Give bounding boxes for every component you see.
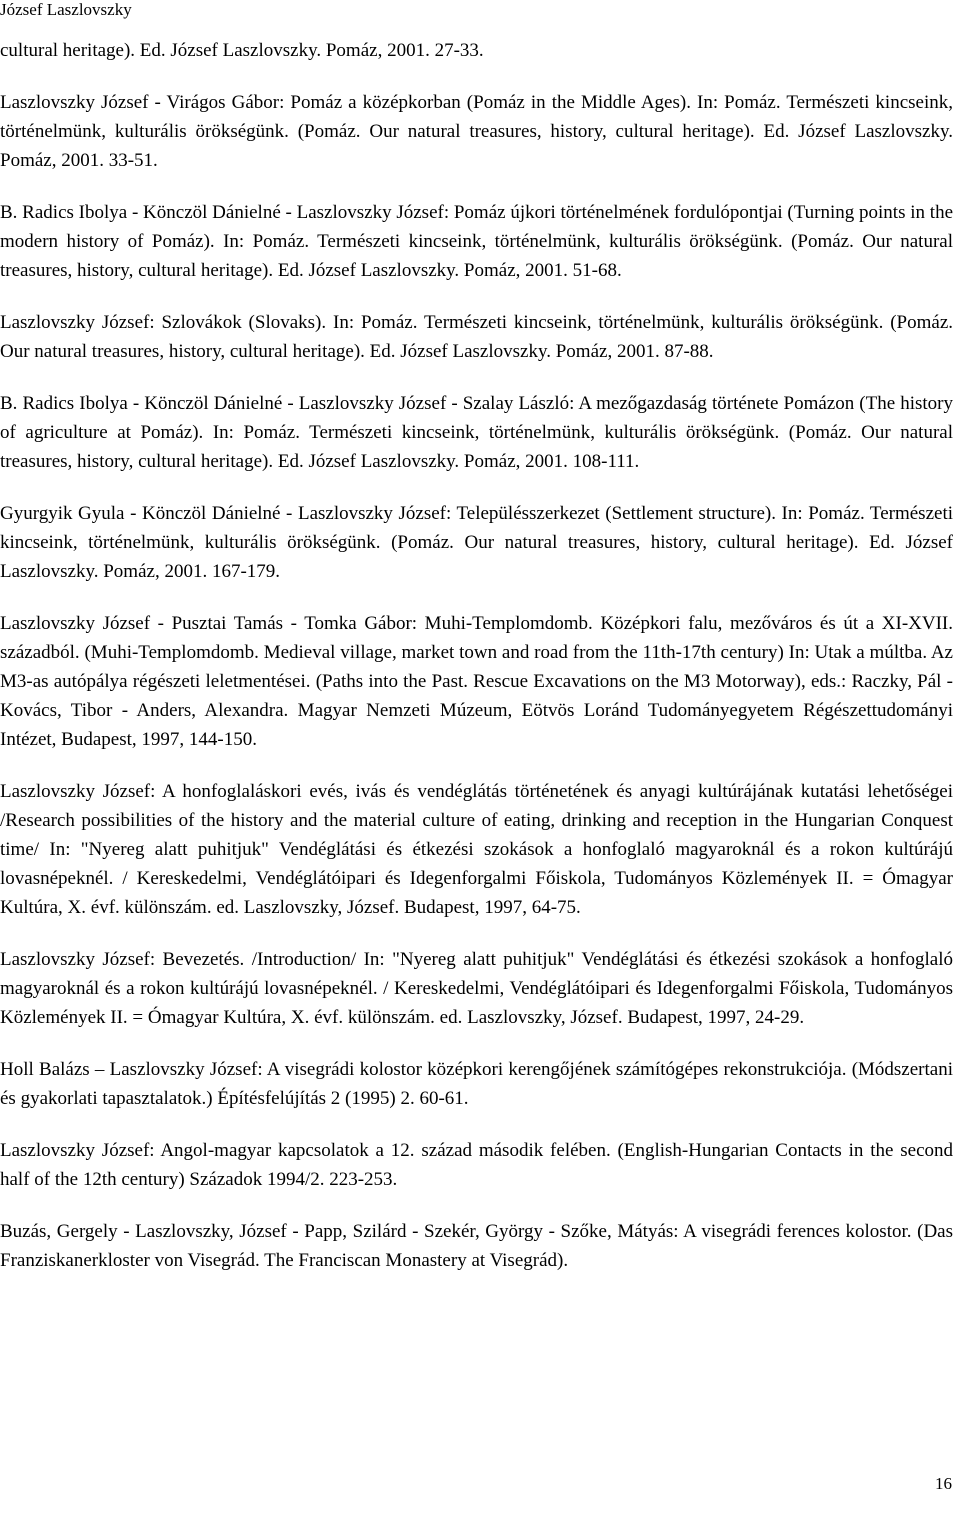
bibliography-entry: Laszlovszky József - Pusztai Tamás - Tomka Gábor: Muhi-Templomdomb. Középkori falu, mezőváros és út a XI-XVII. századból. (Muhi-Templomdomb. Medieval village, market town and road from the 11th-17th century) In: Utak a múltba. Az M3-as autópálya régészeti leletmentései. (Paths into the Past. Rescue Excavations on the M3 Motorway), eds.: Raczky, Pál - Kovács, Tibor - Anders, Alexandra. Magyar Nemzeti Múzeum, Eötvös Loránd Tudományegyetem Régészettudományi Intézet, Budapest, 1997, 144-150. xyxy=(0,613,953,750)
bibliography-entry: Laszlovszky József - Virágos Gábor: Pomáz a középkorban (Pomáz in the Middle Ages). In: Pomáz. Természeti kincseink, történelmünk, kulturális örökségünk. (Pomáz. Our natural treasures, history, cultural heritage). Ed. József Laszlovszky. Pomáz, 2001. 33-51. xyxy=(0,92,953,171)
bibliography-entry: Laszlovszky József: A honfoglaláskori evés, ivás és vendéglátás történetének és anyagi kultúrájának kutatási lehetőségei /Research possibilities of the history and the material culture of eating, drinking and reception in the Hungarian Conquest time/ In: "Nyereg alatt puhitjuk" Vendéglátási és étkezési szokások a honfoglaló magyaroknál és a rokon kultúrájú lovasnépeknél. / Kereskedelmi, Vendéglátóipari és Idegenforgalmi Főiskola, Tudományos Közlemények II. = Ómagyar Kultúra, X. évf. különszám. ed. Laszlovszky, József. Budapest, 1997, 64-75. xyxy=(0,781,953,918)
page-header-author: József Laszlovszky xyxy=(0,0,132,19)
bibliography-entry: cultural heritage). Ed. József Laszlovszky. Pomáz, 2001. 27-33. xyxy=(0,40,484,61)
bibliography-entry: Laszlovszky József: Angol-magyar kapcsolatok a 12. század második felében. (English-Hungarian Contacts in the second half of the 12th century) Századok 1994/2. 223-253. xyxy=(0,1140,953,1190)
page-number: 16 xyxy=(935,1474,952,1493)
bibliography-entry: Gyurgyik Gyula - Könczöl Dánielné - Laszlovszky József: Településszerkezet (Settlement structure). In: Pomáz. Természeti kincseink, történelmünk, kulturális örökségünk. (Pomáz. Our natural treasures, history, cultural heritage). Ed. József Laszlovszky. Pomáz, 2001. 167-179. xyxy=(0,503,953,582)
bibliography-entry: Laszlovszky József: Szlovákok (Slovaks). In: Pomáz. Természeti kincseink, történelmünk, kulturális örökségünk. (Pomáz. Our natural treasures, history, cultural heritage). Ed. József Laszlovszky. Pomáz, 2001. 87-88. xyxy=(0,312,953,362)
bibliography-entry: B. Radics Ibolya - Könczöl Dánielné - Laszlovszky József: Pomáz újkori történelmének fordulópontjai (Turning points in the modern history of Pomáz). In: Pomáz. Természeti kincseink, történelmünk, kulturális örökségünk. (Pomáz. Our natural treasures, history, cultural heritage). Ed. József Laszlovszky. Pomáz, 2001. 51-68. xyxy=(0,202,953,281)
bibliography-entry: B. Radics Ibolya - Könczöl Dánielné - Laszlovszky József - Szalay László: A mezőgazdaság története Pomázon (The history of agriculture at Pomáz). In: Pomáz. Természeti kincseink, történelmünk, kulturális örökségünk. (Pomáz. Our natural treasures, history, cultural heritage). Ed. József Laszlovszky. Pomáz, 2001. 108-111. xyxy=(0,393,953,472)
bibliography-entry: Holl Balázs – Laszlovszky József: A visegrádi kolostor középkori kerengőjének számítógépes rekonstrukciója. (Módszertani és gyakorlati tapasztalatok.) Építésfelújítás 2 (1995) 2. 60-61. xyxy=(0,1059,953,1109)
bibliography-entry: Buzás, Gergely - Laszlovszky, József - Papp, Szilárd - Szekér, György - Szőke, Mátyás: A visegrádi ferences kolostor. (Das Franziskanerkloster von Visegrád. The Franciscan Monastery at Visegrád). xyxy=(0,1221,953,1271)
bibliography-entry: Laszlovszky József: Bevezetés. /Introduction/ In: "Nyereg alatt puhitjuk" Vendéglátási és étkezési szokások a honfoglaló magyaroknál és a rokon kultúrájú lovasnépeknél. / Kereskedelmi, Vendéglátóipari és Idegenforgalmi Főiskola, Tudományos Közlemények II. = Ómagyar Kultúra, X. évf. különszám. ed. Laszlovszky, József. Budapest, 1997, 24-29. xyxy=(0,949,953,1028)
bibliography-list xyxy=(0,36,953,1298)
